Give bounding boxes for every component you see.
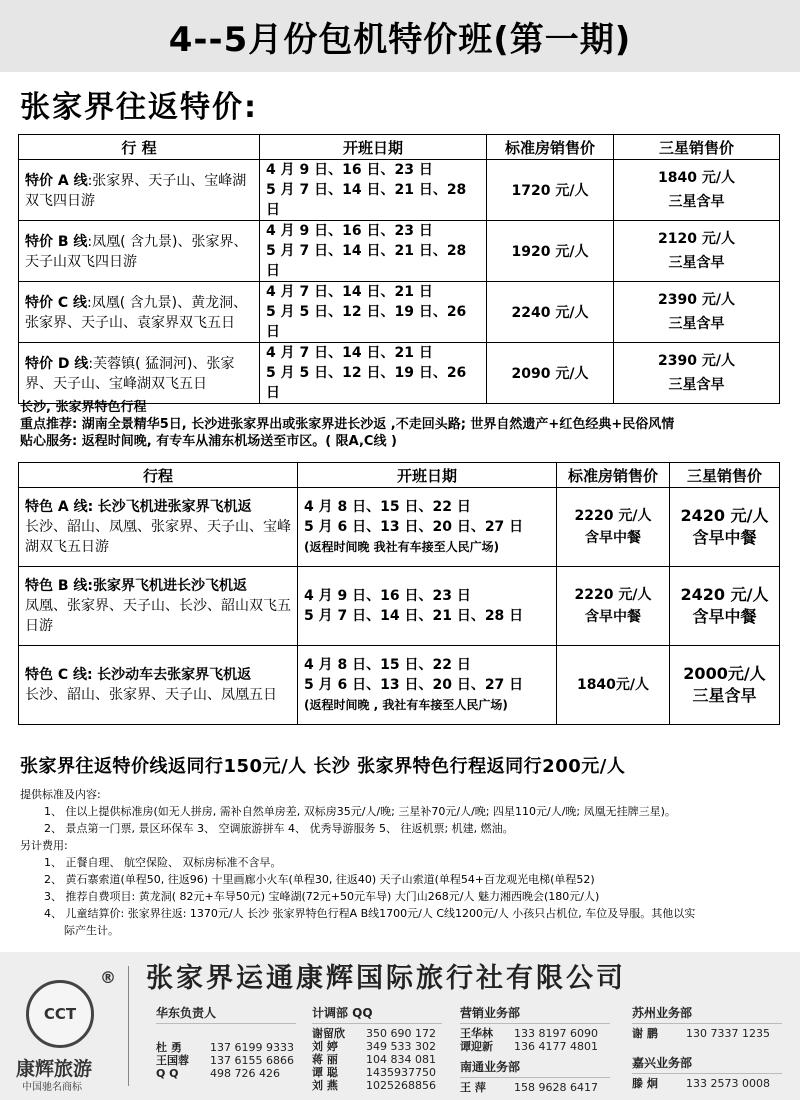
3star-price: 2390 元/人 (658, 353, 735, 369)
included-item: 1、 住以上提供标准房(如无人拼房, 需补自然单房差, 双标房35元/人/晚; 三星补70元/人/晚; 四星110元/人/晚; 凤凰无挂牌三星)。 (44, 805, 676, 818)
contact-phone: 130 7337 1235 (686, 1027, 770, 1040)
standard-note: 含早中餐 (585, 530, 641, 546)
contact-phone: 136 4177 4801 (514, 1040, 598, 1053)
dates-cell (260, 282, 487, 343)
route-cell (19, 282, 260, 343)
dept-jiaxing (632, 1054, 782, 1090)
contact-row (632, 1077, 782, 1090)
col-header-dates: 开班日期 (260, 135, 487, 160)
route-cell (19, 160, 260, 221)
title-bar (0, 0, 800, 72)
route-text: 凤凰、张家界、天子山、长沙、韶山双飞五日游 (25, 598, 291, 634)
3star-note: 三星含早 (668, 255, 725, 271)
route-text: :张家界、天子山、宝峰湖双飞四日游 (25, 173, 247, 209)
dept-east-china (156, 1004, 296, 1080)
flower-logo-icon (26, 980, 94, 1048)
divider (128, 966, 129, 1086)
contact-row (460, 1081, 610, 1094)
dates-cell (260, 160, 487, 221)
route-label: 特色 B 线: (25, 578, 94, 594)
dept-name: 华东负责人 (156, 1004, 296, 1024)
3star-price: 2420 元/人 (680, 506, 769, 525)
3star-price-cell (614, 343, 780, 404)
notes-heading: 长沙, 张家界特色行程 (20, 400, 147, 415)
contact-name: 谢 鹏 (632, 1027, 658, 1040)
3star-price: 2390 元/人 (658, 292, 735, 308)
cct-logo (14, 962, 124, 1092)
contact-qq: 349 533 302 (366, 1040, 436, 1053)
route-label: 特色 C 线: (25, 667, 93, 683)
featured-route-table (18, 462, 780, 725)
dates-april: 4 月 9 日、16 日、23 日 (266, 223, 433, 239)
standard-price: 2220 元/人 (574, 587, 652, 603)
standard-price-cell (557, 567, 670, 646)
logo-abbr: CCT (43, 1005, 77, 1023)
peer-rebate-banner: 张家界往返特价线返同行150元/人 长沙 张家界特色行程返同行200元/人 (20, 756, 626, 777)
contact-name: 王华林 (460, 1027, 493, 1040)
table-row (19, 488, 780, 567)
contact-name: 王国蓉 (156, 1054, 189, 1067)
route-cell (19, 343, 260, 404)
standard-price: 2240 元/人 (487, 282, 614, 343)
contact-name: 滕 炯 (632, 1077, 658, 1090)
contact-row (312, 1066, 442, 1079)
dates-april: 4 月 7 日、14 日、21 日 (266, 345, 433, 361)
dates-may: 5 月 5 日、12 日、19 日、26 日 (266, 365, 467, 401)
dates-cell (298, 567, 557, 646)
3star-price-cell (614, 221, 780, 282)
dept-name: 苏州业务部 (632, 1004, 782, 1024)
notes-service: 贴心服务: 返程时间晚, 有专车从浦东机场送至市区。( 限A,C线 ) (20, 434, 397, 449)
route-label: 特价 D 线 (25, 356, 89, 372)
page-title: 4--5月份包机特价班(第一期) (168, 19, 632, 60)
route-cell (19, 221, 260, 282)
table-row (19, 343, 780, 404)
contact-phone: 133 2573 0008 (686, 1077, 770, 1090)
route-text: 长沙、韶山、张家界、天子山、凤凰五日 (25, 687, 277, 703)
route-label: 特价 A 线 (25, 173, 88, 189)
col-header-3star-price: 三星销售价 (614, 135, 780, 160)
logo-trademark-note: 中国驰名商标 (22, 1082, 82, 1093)
dept-name: 营销业务部 (460, 1004, 610, 1024)
dates-april: 4 月 7 日、14 日、21 日 (266, 284, 433, 300)
registered-mark: ® (100, 968, 116, 987)
dates-april: 4 月 8 日、15 日、22 日 (304, 657, 471, 673)
table-header-row (19, 135, 780, 160)
route-label: 特价 C 线 (25, 295, 88, 311)
contact-row (312, 1027, 442, 1040)
dept-name: 南通业务部 (460, 1058, 610, 1078)
contact-qq: 104 834 081 (366, 1053, 436, 1066)
route-title: 长沙动车去张家界飞机返 (97, 667, 252, 683)
contact-name: 蒋 丽 (312, 1053, 338, 1066)
included-item: 2、 景点第一门票, 景区环保车 3、 空调旅游拼车 4、 优秀导游服务 5、 往返机票; 机建, 燃油。 (44, 822, 514, 835)
dates-may: 5 月 7 日、14 日、21 日、28 日 (266, 243, 467, 279)
logo-brand-name: 康辉旅游 (16, 1058, 93, 1080)
contact-name: 谭 聪 (312, 1066, 338, 1079)
special-price-table (18, 134, 780, 404)
contact-row (312, 1079, 442, 1092)
route-title: 张家界飞机进长沙飞机返 (93, 578, 248, 594)
contact-phone: 158 9628 6417 (514, 1081, 598, 1094)
standard-price: 1720 元/人 (487, 160, 614, 221)
col-header-3star-price: 三星销售价 (670, 463, 780, 488)
contact-row (460, 1027, 610, 1040)
contact-phone: 137 6199 9333 (210, 1041, 294, 1054)
contact-row (460, 1040, 610, 1053)
dept-marketing (460, 1004, 610, 1053)
extra-fee-item: 1、 正餐自理、 航空保险、 双标房标准不含早。 (44, 856, 282, 869)
extra-fee-item: 4、 儿童结算价: 张家界往返: 1370元/人 长沙 张家界特色行程A B线1700元/人 C线1200元/人 小孩只占机位, 车位及导服。其他以实 (44, 907, 696, 920)
contact-phone: 498 726 426 (210, 1067, 280, 1080)
3star-note: 含早中餐 (692, 528, 757, 547)
standard-price: 2220 元/人 (574, 508, 652, 524)
contact-row (156, 1041, 296, 1054)
extra-fee-item: 3、 推荐自费项目: 黄龙洞( 82元+车导50元) 宝峰湖(72元+50元车导) 大门山268元/人 魅力湘西晚会(180元/人) (44, 890, 600, 903)
terms-details (20, 786, 790, 939)
contact-name: 谢留欣 (312, 1027, 345, 1040)
contact-phone: 133 8197 6090 (514, 1027, 598, 1040)
table-row (19, 646, 780, 725)
extra-fees-heading: 另计费用: (20, 839, 68, 852)
3star-note: 三星含早 (668, 194, 725, 210)
dept-planning (312, 1004, 442, 1092)
col-header-dates: 开班日期 (298, 463, 557, 488)
included-heading: 提供标准及内容: (20, 788, 101, 801)
dates-may: 5 月 5 日、12 日、19 日、26 日 (266, 304, 467, 340)
dept-nantong (460, 1058, 610, 1094)
3star-price-cell (614, 160, 780, 221)
col-header-route: 行程 (19, 463, 298, 488)
route-text: :凤凰( 含九景)、张家界、天子山双飞四日游 (25, 234, 248, 270)
extra-fee-item-cont: 际产生计。 (64, 924, 119, 937)
extra-fee-item: 2、 黄石寨索道(单程50, 往返96) 十里画廊小火车(单程30, 往返40) 天子山索道(单程54+百龙观光电梯(单程52) (44, 873, 595, 886)
contact-qq: 1025268856 (366, 1079, 436, 1092)
contact-name: 刘 婷 (312, 1040, 338, 1053)
3star-price-cell (670, 567, 780, 646)
company-footer (0, 952, 800, 1100)
route-cell (19, 488, 298, 567)
col-header-standard-price: 标准房销售价 (487, 135, 614, 160)
contact-row (312, 1040, 442, 1053)
standard-price: 2090 元/人 (487, 343, 614, 404)
contact-name: 谭迎新 (460, 1040, 493, 1053)
3star-note: 含早中餐 (692, 607, 757, 626)
return-note: (返程时间晚 我社有车接至人民广场) (304, 540, 500, 554)
dates-april: 4 月 8 日、15 日、22 日 (304, 499, 471, 515)
route-cell (19, 646, 298, 725)
col-header-route: 行 程 (19, 135, 260, 160)
standard-price: 1920 元/人 (487, 221, 614, 282)
standard-note: 含早中餐 (585, 609, 641, 625)
contact-name: 杜 勇 (156, 1041, 182, 1054)
dates-cell (260, 343, 487, 404)
standard-price-cell (557, 646, 670, 725)
feature-notes (20, 399, 790, 450)
3star-price: 2420 元/人 (680, 585, 769, 604)
dates-april: 4 月 9 日、16 日、23 日 (304, 588, 471, 604)
contact-row (632, 1027, 782, 1040)
contact-name: Q Q (156, 1067, 179, 1080)
contact-qq: 350 690 172 (366, 1027, 436, 1040)
standard-price-cell (557, 488, 670, 567)
dates-cell (298, 488, 557, 567)
3star-price-cell (670, 488, 780, 567)
table-row (19, 282, 780, 343)
3star-price: 1840 元/人 (658, 170, 735, 186)
3star-price: 2120 元/人 (658, 231, 735, 247)
dept-name: 嘉兴业务部 (632, 1054, 782, 1074)
table-header-row (19, 463, 780, 488)
dates-may: 5 月 7 日、14 日、21 日、28 日 (266, 182, 467, 218)
route-text: 长沙、韶山、凤凰、张家界、天子山、宝峰湖双飞五日游 (25, 519, 291, 555)
contact-name: 刘 燕 (312, 1079, 338, 1092)
dates-april: 4 月 9 日、16 日、23 日 (266, 162, 433, 178)
table-row (19, 221, 780, 282)
contact-row (312, 1053, 442, 1066)
table-row (19, 160, 780, 221)
dates-may: 5 月 6 日、13 日、20 日、27 日 (304, 677, 524, 693)
route-label: 特色 A 线: (25, 499, 94, 515)
3star-note: 三星含早 (668, 377, 725, 393)
3star-price-cell (670, 646, 780, 725)
dates-may: 5 月 7 日、14 日、21 日、28 日 (304, 608, 524, 624)
3star-price: 2000元/人 (683, 664, 766, 683)
dates-may: 5 月 6 日、13 日、20 日、27 日 (304, 519, 524, 535)
route-text: :凤凰( 含九景)、黄龙洞、张家界、天子山、袁家界双飞五日 (25, 295, 248, 331)
contact-name: 王 萍 (460, 1081, 486, 1094)
route-title: 长沙飞机进张家界飞机返 (97, 499, 252, 515)
dept-name: 计调部 QQ (312, 1004, 442, 1024)
section-title: 张家界往返特价: (20, 90, 258, 125)
dates-cell (298, 646, 557, 725)
contact-phone: 137 6155 6866 (210, 1054, 294, 1067)
table-row (19, 567, 780, 646)
col-header-standard-price: 标准房销售价 (557, 463, 670, 488)
company-name: 张家界运通康辉国际旅行社有限公司 (146, 963, 626, 994)
route-text: :芙蓉镇( 猛洞河)、张家界、天子山、宝峰湖双飞五日 (25, 356, 235, 392)
return-note: (返程时间晚 , 我社有车接至人民广场) (304, 698, 508, 712)
contact-row (156, 1067, 296, 1080)
notes-recommend: 重点推荐: 湖南全景精华5日, 长沙进张家界出或张家界进长沙返 ,不走回头路; 世界自然遗产+红色经典+民俗风情 (20, 417, 675, 432)
dept-suzhou (632, 1004, 782, 1040)
3star-price-cell (614, 282, 780, 343)
contact-row (156, 1054, 296, 1067)
standard-price: 1840元/人 (576, 677, 650, 693)
3star-note: 三星含早 (692, 686, 757, 705)
dates-cell (260, 221, 487, 282)
contact-qq: 1435937750 (366, 1066, 436, 1079)
3star-note: 三星含早 (668, 316, 725, 332)
route-label: 特价 B 线 (25, 234, 88, 250)
route-cell (19, 567, 298, 646)
